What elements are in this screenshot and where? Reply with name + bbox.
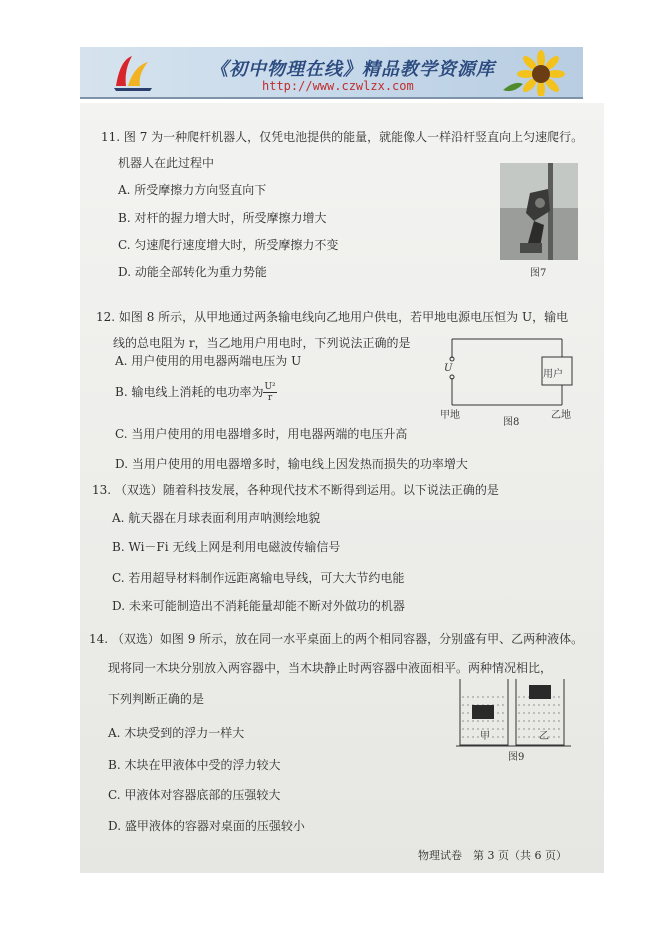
fig9-right-label: 乙: [539, 731, 549, 742]
q12-option-a: A. 用户使用的用电器两端电压为 U: [115, 354, 302, 368]
q14-option-b: B. 木块在甲液体中受的浮力较大: [108, 758, 281, 772]
fig8-destination-label: 乙地: [551, 410, 571, 421]
q13-option-d: D. 未来可能制造出不消耗能量却能不断对外做功的机器: [112, 599, 405, 613]
q13-option-c: C. 若用超导材料制作远距离输电导线，可大大节约电能: [112, 571, 405, 585]
fig9-caption: 图9: [508, 752, 525, 763]
q13-option-a: A. 航天器在月球表面利用声呐测绘地貌: [112, 511, 321, 525]
q11-stem-line2: 机器人在此过程中: [118, 156, 215, 170]
q14-stem-line2: 现将同一木块分别放入两容器中，当木块静止时两容器中液面相平。两种情况相比，: [108, 661, 553, 675]
q14-option-c: C. 甲液体对容器底部的压强较大: [108, 788, 281, 802]
q14-stem-line3: 下列判断正确的是: [108, 692, 205, 706]
q14-stem-line1: 14. （双选）如图 9 所示，放在同一水平桌面上的两个相同容器，分别盛有甲、乙两种液体。: [89, 632, 584, 646]
page-footer: 物理试卷 第 3 页（共 6 页）: [418, 849, 567, 862]
robot-climbing-photo: [500, 163, 578, 260]
fig9-left-label: 甲: [480, 731, 490, 742]
fig8-caption: 图8: [503, 417, 520, 428]
q12-option-c: C. 当用户使用的用电器增多时，用电器两端的电压升高: [115, 427, 408, 441]
fig8-origin-label: 甲地: [440, 410, 460, 421]
q14-option-a: A. 木块受到的浮力一样大: [108, 726, 245, 740]
q11-option-a: A. 所受摩擦力方向竖直向下: [118, 183, 267, 197]
q11-stem-line1: 11. 图 7 为一种爬杆机器人，仅凭电池提供的能量，就能像人一样沿杆竖直向上匀速爬行。: [101, 130, 584, 144]
fig8-user-label: 用户: [543, 369, 563, 380]
header-divider: [80, 97, 583, 99]
q12-option-d: D. 当用户使用的用电器增多时，输电线上因发热而损失的功率增大: [115, 457, 468, 471]
q12-option-b-fraction: [263, 382, 276, 403]
fraction-numerator: U²: [264, 382, 276, 392]
sunflower-icon: [497, 50, 577, 96]
containers-diagram: [456, 675, 571, 747]
fig7-caption: 图7: [530, 268, 547, 279]
q13-option-b: B. Wi－Fi 无线上网是利用电磁波传输信号: [112, 540, 341, 554]
q12-stem-line1: 12. 如图 8 所示，从甲地通过两条输电线向乙地用户供电，若甲地电源电压恒为 U，输电: [96, 310, 569, 324]
q12-stem-line2: 线的总电阻为 r，当乙地用户用电时，下列说法正确的是: [113, 336, 411, 350]
header-url: http://www.czwlzx.com: [262, 79, 414, 93]
q12-option-b: [115, 382, 277, 403]
q13-stem: 13. （双选）随着科技发展，各种现代技术不断得到运用。以下说法正确的是: [92, 483, 499, 497]
header-title: 《初中物理在线》精品教学资源库: [210, 59, 495, 80]
fraction-denominator: r: [267, 393, 273, 403]
fig8-voltage-label: U: [444, 363, 453, 374]
q12-option-b-text: B. 输电线上消耗的电功率为: [115, 385, 264, 399]
q11-option-b: B. 对杆的握力增大时，所受摩擦力增大: [118, 211, 327, 225]
site-logo-icon: [112, 52, 154, 92]
q14-option-d: D. 盛甲液体的容器对桌面的压强较小: [108, 819, 305, 833]
q11-option-d: D. 动能全部转化为重力势能: [118, 265, 267, 279]
q11-option-c: C. 匀速爬行速度增大时，所受摩擦力不变: [118, 238, 339, 252]
